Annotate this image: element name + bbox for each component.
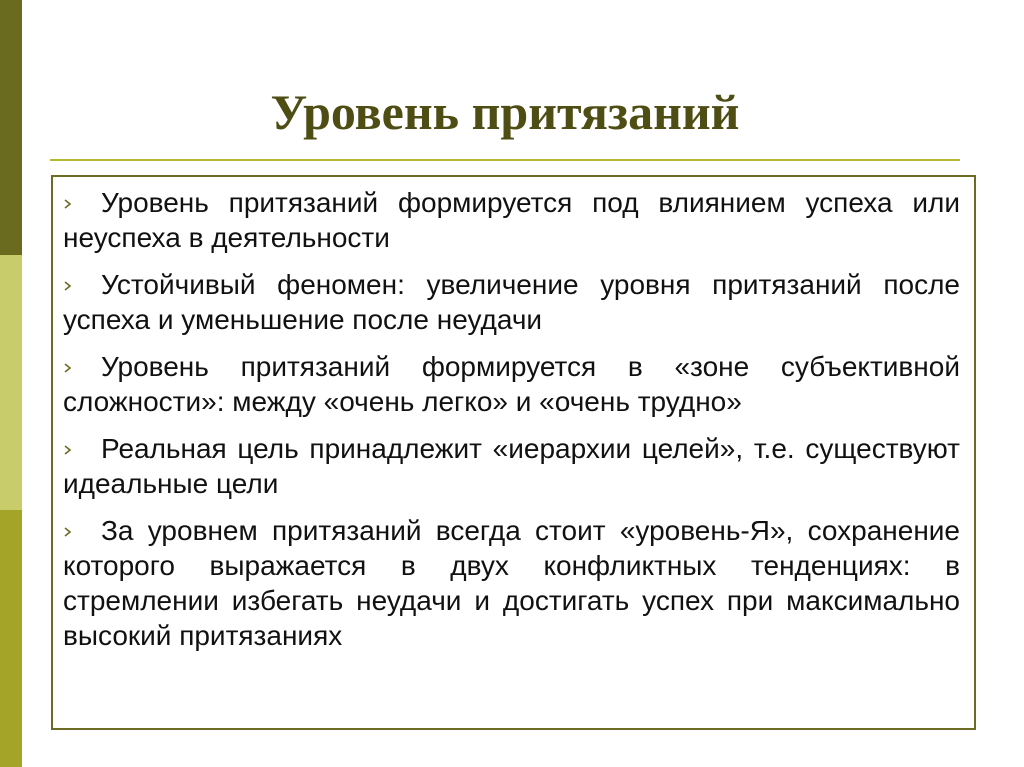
content-box	[51, 175, 976, 730]
bullet-list	[63, 185, 960, 653]
chevron-right-icon	[63, 445, 73, 455]
side-band-middle	[0, 255, 22, 510]
title-underline	[50, 159, 960, 161]
chevron-right-icon	[63, 527, 73, 537]
side-band-bottom	[0, 510, 22, 767]
bullet-text: Уровень притязаний формируется в «зоне субъективной сложности»: между «очень легко» и «очень трудно»	[63, 351, 960, 417]
list-item	[63, 349, 960, 419]
bullet-text: За уровнем притязаний всегда стоит «уровень-Я», сохранение которого выражается в двух конфликтных тенденциях: в стремлении избегать неудачи и достигать успех при максимально высокий притязаниях	[63, 515, 960, 651]
bullet-text: Уровень притязаний формируется под влиянием успеха или неуспеха в деятельности	[63, 187, 960, 253]
chevron-right-icon	[63, 363, 73, 373]
list-item	[63, 267, 960, 337]
side-band-top	[0, 0, 22, 255]
chevron-right-icon	[63, 199, 73, 209]
slide-title: Уровень притязаний	[270, 84, 740, 140]
bullet-text: Устойчивый феномен: увеличение уровня притязаний после успеха и уменьшение после неудачи	[63, 269, 960, 335]
bullet-text: Реальная цель принадлежит «иерархии целей», т.е. существуют идеальные цели	[63, 433, 960, 499]
list-item	[63, 513, 960, 653]
list-item	[63, 431, 960, 501]
chevron-right-icon	[63, 281, 73, 291]
list-item	[63, 185, 960, 255]
